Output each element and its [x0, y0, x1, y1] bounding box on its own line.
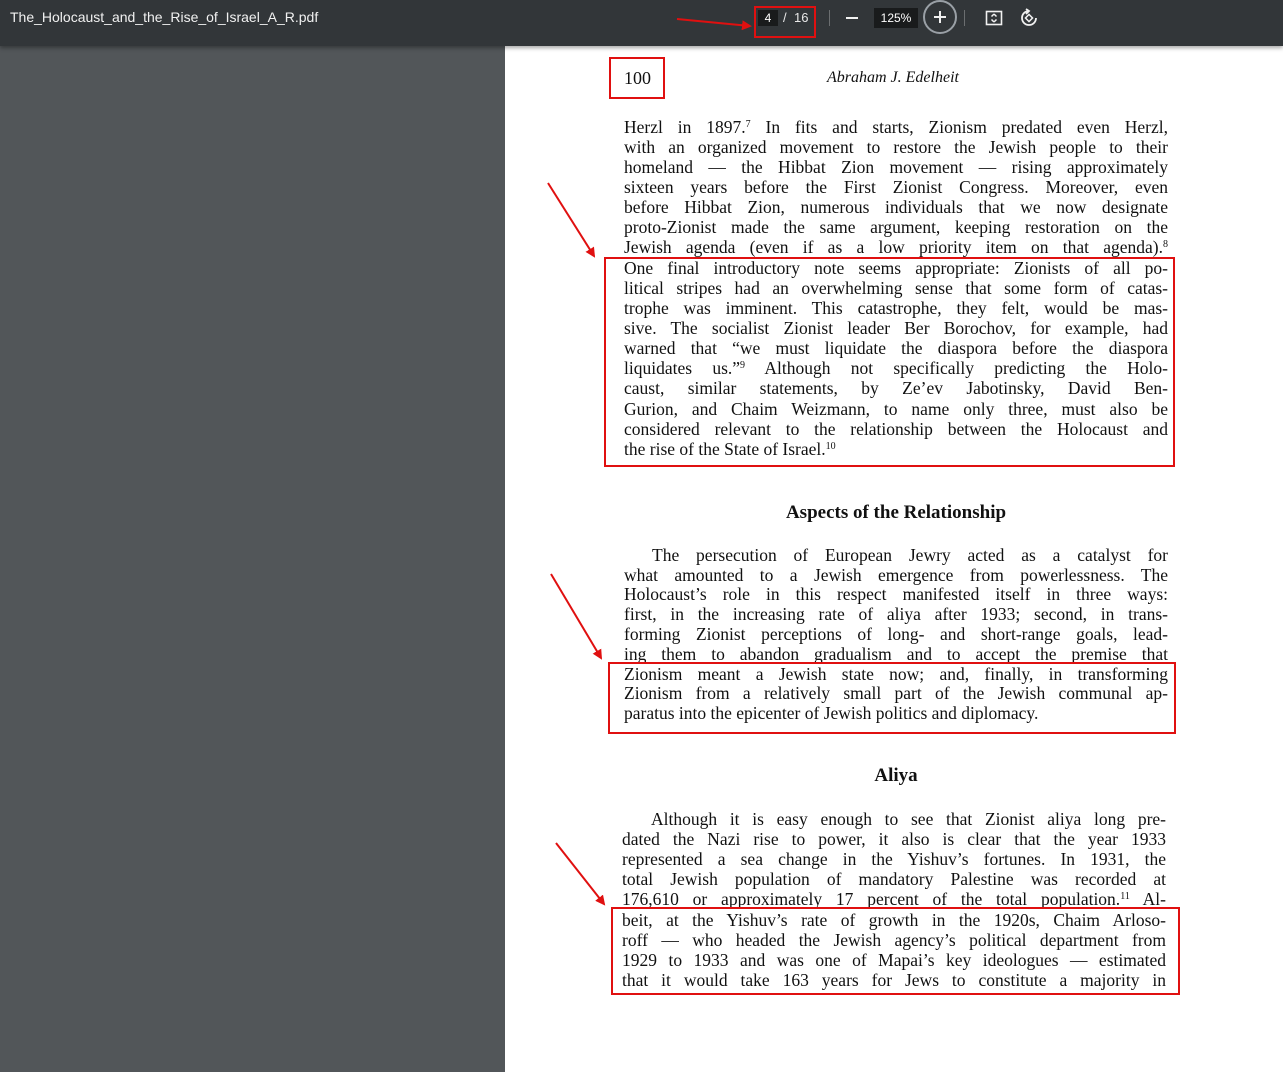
text-line: Holocaust’s role in this respect manifested itself in three ways:	[624, 584, 1168, 604]
text-line: 1929 to 1933 and was one of Mapai’s key ideologues — estimated	[622, 950, 1166, 970]
text-line: 176,610 or approximately 17 percent of the total population.$^{11}$ Al-	[622, 889, 1166, 909]
text-line: ing them to abandon gradualism and to accept the premise that	[624, 644, 1168, 664]
text-line: roff — who headed the Jewish agency’s political department from	[622, 930, 1166, 950]
running-head: Abraham J. Edelheit	[827, 69, 959, 86]
text-line: Although it is easy enough to see that Zionist aliya long pre-	[651, 809, 1166, 829]
text-line: paratus into the epicenter of Jewish politics and diplomacy.	[624, 703, 1039, 723]
text-line: with an organized movement to restore the Jewish people to their	[624, 137, 1168, 157]
pdf-page	[505, 46, 1283, 1072]
viewer-background	[0, 46, 505, 1072]
rotate-icon[interactable]	[1018, 7, 1040, 29]
text-line: that it would take 163 years for Jews to constitute a majority in	[622, 970, 1166, 990]
section-heading: Aliya	[874, 765, 918, 786]
text-line: proto-Zionist made the same argument, keeping restoration on the	[624, 217, 1168, 237]
text-line: Gurion, and Chaim Weizmann, to name only three, must also be	[624, 399, 1168, 419]
fit-page-icon[interactable]	[983, 7, 1005, 29]
text-line: trophe was imminent. This catastrophe, they felt, would be mas-	[624, 298, 1168, 318]
toolbar-divider	[964, 10, 965, 26]
text-line: liquidates us.”$^9$ Although not specifically predicting the Holo-	[624, 358, 1168, 378]
text-line: dated the Nazi rise to power, it also is clear that the year 1933	[622, 829, 1166, 849]
minus-icon[interactable]	[843, 8, 861, 28]
text-line: beit, at the Yishuv’s rate of growth in the 1920s, Chaim Arloso-	[622, 910, 1166, 930]
plus-icon[interactable]	[923, 0, 957, 34]
text-line: homeland — the Hibbat Zion movement — rising approximately	[624, 157, 1168, 177]
document-title: The_Holocaust_and_the_Rise_of_Israel_A_R.pdf	[10, 9, 319, 25]
text-line: sixteen years before the First Zionist Congress. Moreover, even	[624, 177, 1168, 197]
pdf-toolbar	[0, 0, 1283, 46]
text-line: total Jewish population of mandatory Palestine was recorded at	[622, 869, 1166, 889]
page-number-input[interactable]: 4	[758, 10, 778, 26]
text-line: what amounted to a Jewish emergence from powerlessness. The	[624, 565, 1168, 585]
text-line: considered relevant to the relationship between the Holocaust and	[624, 419, 1168, 439]
zoom-level-input[interactable]: 125%	[874, 8, 918, 28]
text-line: One final introductory note seems appropriate: Zionists of all po-	[624, 258, 1168, 278]
text-line: warned that “we must liquidate the diaspora before the diaspora	[624, 338, 1168, 358]
page-total: 16	[794, 10, 809, 25]
text-line: caust, similar statements, by Ze’ev Jabotinsky, David Ben-	[624, 378, 1168, 398]
text-line: the rise of the State of Israel.$^{10}$	[624, 439, 836, 459]
toolbar-divider	[829, 10, 830, 26]
text-line: sive. The socialist Zionist leader Ber Borochov, for example, had	[624, 318, 1168, 338]
text-line: Jewish agenda (even if as a low priority item on that agenda).$^8$	[624, 237, 1168, 257]
text-line: The persecution of European Jewry acted as a catalyst for	[652, 545, 1168, 565]
text-line: first, in the increasing rate of aliya after 1933; second, in trans-	[624, 604, 1168, 624]
text-line: represented a sea change in the Yishuv’s fortunes. In 1931, the	[622, 849, 1166, 869]
text-line: Herzl in 1897.$^7$ In fits and starts, Zionism predated even Herzl,	[624, 117, 1168, 137]
page-number: 100	[624, 68, 651, 88]
text-line: before Hibbat Zion, numerous individuals that we now designate	[624, 197, 1168, 217]
page-separator: /	[783, 10, 787, 25]
text-line: forming Zionist perceptions of long- and short-range goals, lead-	[624, 624, 1168, 644]
text-line: Zionism from a relatively small part of the Jewish communal ap-	[624, 683, 1168, 703]
text-line: litical stripes had an overwhelming sense that some form of catas-	[624, 278, 1168, 298]
text-line: Zionism meant a Jewish state now; and, finally, in transforming	[624, 664, 1168, 684]
section-heading: Aspects of the Relationship	[785, 502, 1007, 523]
